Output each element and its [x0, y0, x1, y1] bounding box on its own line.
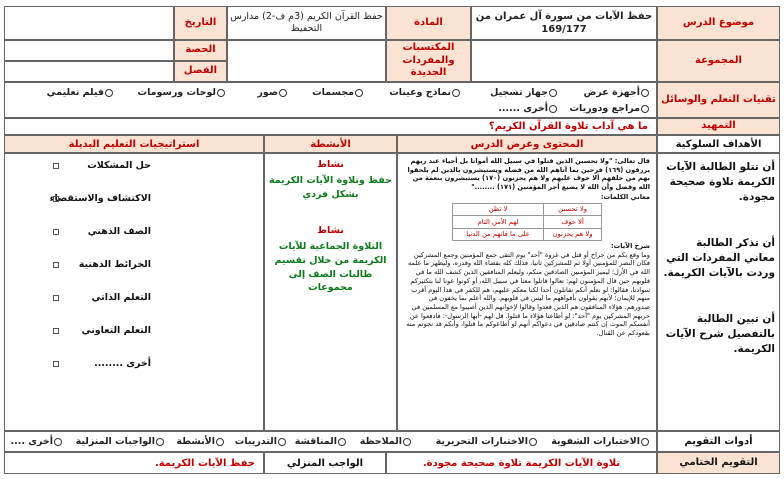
tool-option-projectors[interactable]: أجهزة عرض: [584, 87, 650, 98]
assess-option-other[interactable]: أخرى ....: [11, 436, 63, 447]
checkbox-icon[interactable]: [53, 328, 59, 334]
homework-label: الواجب المنزلي: [264, 452, 386, 474]
group-value[interactable]: [471, 40, 657, 82]
strategy-problem-solving: حل المشكلات: [87, 160, 151, 171]
assess-option-activities[interactable]: الأنشطة: [176, 436, 225, 447]
strategy-discovery: الاكتشاف والاستقصاء: [49, 193, 151, 204]
strategies-header: استراتيجيات التعليم البديلة: [4, 135, 264, 153]
final-label: التقويم الختامي: [657, 452, 780, 474]
vocab-word: ولا هم يحزنون: [544, 228, 602, 241]
radio-icon: [641, 89, 649, 97]
vocab-title: معاني الكلمات:: [600, 192, 650, 201]
radio-icon: [105, 89, 113, 97]
checkbox-icon[interactable]: [53, 196, 59, 202]
strategy-other: أخرى ........: [94, 358, 151, 369]
verses-text: قال تعالى: "ولا تحسبن الذين قتلوا في سبيل الله أمواتا بل أحياء عند ربهم يرزقون (١٦٩) فرحين بما آتاهم الله من فضله ويستبشرون بالذين لم يلحقوا بهم من خلفهم ألا خوف عليهم ولا هم يحزنون (١٧٠) يستبشرون بنعمة من الله وفضل وأن الله لا يضيع أجر المؤمنين (١٧١) ........": [407, 157, 650, 192]
assess-option-oral[interactable]: الاختبارات الشفوية: [551, 436, 650, 447]
strategy-mind-maps: الخرائط الذهنية: [78, 259, 151, 270]
assessment-options: [4, 431, 657, 452]
activity-2-title: نشاط: [317, 225, 344, 236]
assess-option-written[interactable]: الاختبارات التحريرية: [436, 436, 538, 447]
objectives-header: الأهداف السلوكية: [657, 135, 780, 153]
assess-option-discussion[interactable]: المناقشة: [295, 436, 347, 447]
table-row: [453, 228, 602, 241]
tool-option-images[interactable]: صور: [257, 87, 288, 98]
vocab-table: [452, 203, 602, 242]
checkbox-icon[interactable]: [53, 361, 59, 367]
checkbox-icon[interactable]: [53, 229, 59, 235]
activities-header: الأنشطة: [264, 135, 397, 153]
table-row: [453, 203, 602, 216]
explanation-text: وما وقع بكم من جراح أو قتل في غزوة "أحد" يوم التقى جمع المؤمنين وجمع المشركين فكان النصر للمؤمنين أولا ثم للمشركين ثانيا، فذلك كله بقضاء الله وقدره، وليظهر ما علمه الله في الأزل؛ ليميز المؤمنين الصادقين منكم، وليعلم المنافقين الذين كشف الله ما في قلوبهم حين قال المؤمنون لهم: تعالوا قاتلوا معنا في سبيل الله، أو كونوا عونا لنا بتكثيركم سوادنا، فقالوا: لو نعلم أنكم تقاتلون أحدا لكنا معكم عليهم، هم للكفر في هذا اليوم أقرب منهم للإيمان؛ لأنهم يقولون بأفواههم ما ليس في قلوبهم. والله أعلم بما يخفون في صدورهم. هؤلاء المنافقون هم الذين قعدوا وقالوا لإخوانهم الذين أصيبوا مع المسلمين في حربهم المشركين يوم "أحد": لو أطاعنا هؤلاء ما قتلوا. قل لهم -أيها الرسول-: فادفعوا عن أنفسكم الموت إن كنتم صادقين في دعواكم أنهم لو أطاعوكم ما قتلوا، وأنكم قد نجوتم منه بقعودكم عن القتال.: [406, 250, 650, 338]
radio-icon: [641, 438, 649, 446]
period-value[interactable]: [4, 40, 174, 61]
checkbox-icon[interactable]: [53, 262, 59, 268]
vocab-meaning: لهم الأمن التام: [453, 216, 544, 229]
radio-icon: [549, 89, 557, 97]
class-value[interactable]: [4, 61, 174, 82]
homework-text: حفظ الآيات الكريمة.: [4, 452, 264, 474]
strategy-self-learning: التعلم الذاتي: [91, 292, 151, 303]
radio-icon: [54, 438, 62, 446]
tools-options: [4, 82, 657, 118]
assess-option-observation[interactable]: الملاحظة: [360, 436, 412, 447]
radio-icon: [156, 438, 164, 446]
period-label: الحصة: [174, 40, 227, 61]
activities-cell: [264, 153, 397, 431]
activity-2-text: التلاوة الجماعية للآيات الكريمة من خلال تقسيم طالبات الصف إلى مجموعات: [274, 241, 387, 294]
vocab-word: ولا تحسبن: [544, 203, 602, 216]
date-label: التاريخ: [174, 6, 227, 40]
table-row: [453, 216, 602, 229]
date-value[interactable]: [4, 6, 174, 40]
tool-option-other[interactable]: أخرى ......: [498, 103, 558, 114]
vocab-value[interactable]: [227, 40, 386, 82]
checkbox-icon[interactable]: [53, 295, 59, 301]
strategy-cooperative: التعلم التعاوني: [81, 325, 151, 336]
explanation-title: شرح الآيات:: [610, 242, 650, 251]
radio-icon: [355, 89, 363, 97]
tool-option-references[interactable]: مراجع ودوريات: [569, 103, 650, 114]
assessment-label: أدوات التقويم: [657, 431, 780, 452]
subject-value: حفظ الآيات من سورة آل عمران من 169/177: [471, 6, 657, 40]
assess-option-homework[interactable]: الواجبات المنزلية: [76, 436, 165, 447]
final-text: تلاوة الآيات الكريمة تلاوة صحيحة مجودة.: [386, 452, 657, 474]
class-label: الفصل: [174, 61, 227, 82]
strategies-cell: [4, 153, 264, 431]
group-label: المجموعة: [657, 40, 780, 82]
tool-option-solids[interactable]: مجسمات: [312, 87, 364, 98]
tool-option-charts[interactable]: لوحات ورسومات: [138, 87, 226, 98]
activity-1-text: حفظ وتلاوة الآيات الكريمة بشكل فردي: [269, 175, 392, 200]
tool-option-recorder[interactable]: جهاز تسجيل: [490, 87, 558, 98]
radio-icon: [549, 105, 557, 113]
objective-3: أن تبين الطالبة بالتفصيل شرح الآيات الكريمة.: [665, 313, 775, 356]
vocab-meaning: على ما فاتهم من الدنيا: [453, 228, 544, 241]
content-cell: [397, 153, 657, 431]
radio-icon: [217, 89, 225, 97]
material-value: حفظ القرآن الكريم (3م ف-2) مدارس التحفيظ: [227, 6, 386, 40]
vocab-word: ألا خوف: [544, 216, 602, 229]
radio-icon: [529, 438, 537, 446]
radio-icon: [216, 438, 224, 446]
content-header: المحتوى وعرض الدرس: [397, 135, 657, 153]
radio-icon: [278, 438, 286, 446]
radio-icon: [338, 438, 346, 446]
strategy-brainstorm: الصف الذهني: [87, 226, 151, 237]
vocab-label: المكتسبات والمفردات الجديدة: [386, 40, 471, 82]
intro-text: ما هي آداب تلاوة القرآن الكريم؟: [4, 118, 657, 135]
intro-label: التمهيد: [657, 118, 780, 135]
assess-option-exercises[interactable]: التدريبات: [235, 436, 287, 447]
vocab-meaning: لا تظن: [453, 203, 544, 216]
radio-icon: [641, 105, 649, 113]
tool-option-models[interactable]: نماذج وعينات: [389, 87, 461, 98]
subject-label: موضوع الدرس: [657, 6, 780, 40]
radio-icon: [452, 89, 460, 97]
checkbox-icon[interactable]: [53, 163, 59, 169]
material-label: المادة: [386, 6, 471, 40]
tool-option-film[interactable]: فيلم تعليمي: [47, 87, 114, 98]
objective-1: أن تتلو الطالبة الآيات الكريمة تلاوة صحيحة مجودة.: [666, 161, 775, 204]
objectives-cell: [657, 153, 780, 431]
radio-icon: [279, 89, 287, 97]
radio-icon: [403, 438, 411, 446]
objective-2: أن تذكر الطالبة معاني المفردات التي وردت بالآيات الكريمة.: [663, 237, 775, 280]
tools-label: تقنيات التعلم والوسائل: [657, 82, 780, 118]
activity-1-title: نشاط: [317, 159, 344, 170]
